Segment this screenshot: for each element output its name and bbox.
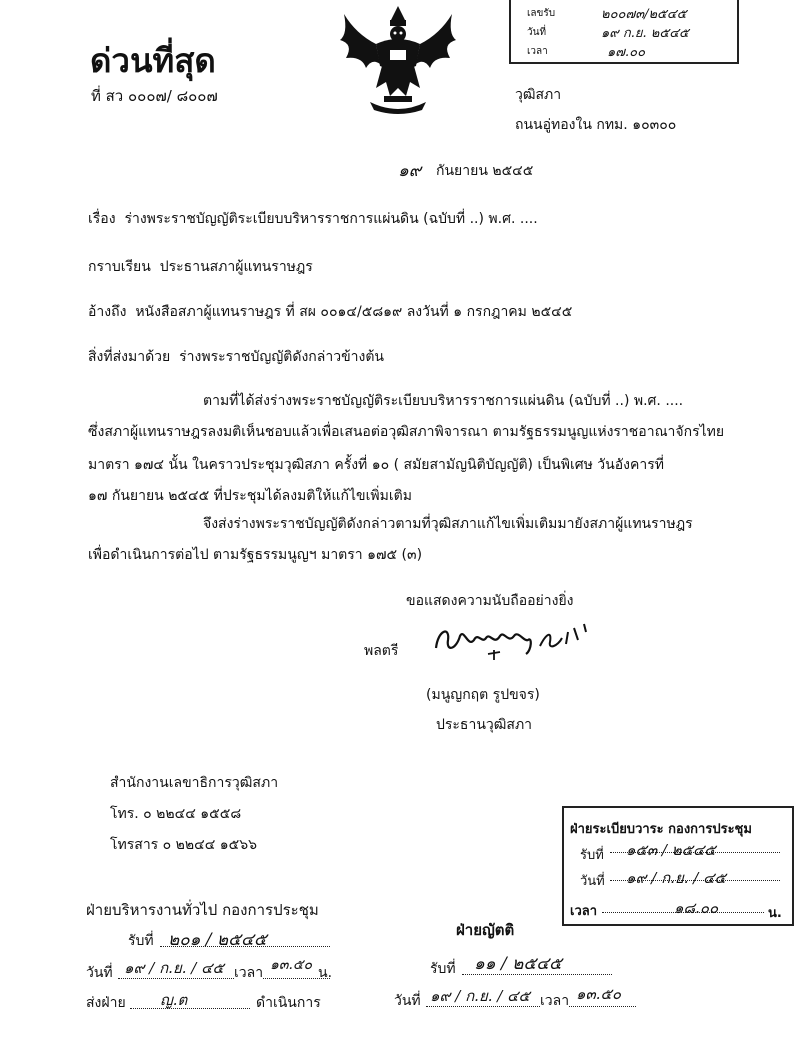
- reference-line: [88, 301, 572, 323]
- stamp-value: ญ.ต: [160, 991, 188, 1009]
- stamp-value: ๑๙ ก.ย. ๒๕๔๕: [601, 26, 689, 41]
- stamp-label: ส่งฝ่าย: [86, 995, 126, 1011]
- closing-phrase: ขอแสดงความนับถืออย่างยิ่ง: [406, 593, 574, 609]
- enclosure-label: สิ่งที่ส่งมาด้วย: [88, 349, 171, 365]
- stamp-dotted-line: [130, 1008, 250, 1009]
- paragraph-line: จึงส่งร่างพระราชบัญญัติดังกล่าวตามที่วุฒิสภาแก้ไขเพิ่มเติมมายังสภาผู้แทนราษฎร: [203, 516, 693, 532]
- stamp-value: ๑๑ / ๒๕๔๕: [474, 954, 562, 974]
- receipt-stamp-top: [509, 0, 739, 64]
- signer-rank: พลตรี: [364, 643, 399, 659]
- stamp-suffix: น.: [318, 965, 333, 981]
- paragraph-line: เพื่อดำเนินการต่อไป ตามรัฐธรรมนูญฯ มาตรา ๑๗๕ (๓): [88, 547, 423, 563]
- stamp-label: เวลา: [540, 990, 569, 1012]
- salutation-line: [88, 256, 313, 278]
- signature-icon: [428, 610, 598, 664]
- stamp-label: วันที่: [527, 27, 547, 38]
- stamp-label: วันที่: [86, 965, 113, 981]
- stamp-title: ฝ่ายระเบียบวาระ กองการประชุม: [570, 822, 752, 837]
- stamp-label: รับที่: [430, 961, 456, 977]
- reference-label: อ้างถึง: [88, 304, 127, 320]
- salutation-label: กราบเรียน: [88, 259, 151, 275]
- stamp-label: เวลา: [527, 46, 548, 57]
- office-phone: โทร. ๐ ๒๒๔๔ ๑๕๕๘: [110, 806, 242, 822]
- date-month-year: กันยายน ๒๕๔๕: [436, 163, 534, 179]
- signer-title: ประธานวุฒิสภา: [436, 717, 533, 733]
- stamp-label: รับที่: [128, 933, 154, 949]
- signer-name: (มนูญกฤต รูปขจร): [426, 687, 540, 703]
- date-day: ๑๙: [398, 161, 422, 181]
- stamp-value: ๒๐๑ / ๒๕๔๕: [168, 930, 267, 950]
- stamp-suffix: น.: [768, 906, 782, 921]
- garuda-emblem-icon: [336, 4, 460, 116]
- admin-stamp-title: ฝ่ายบริหารงานทั่วไป กองการประชุม: [86, 901, 319, 919]
- stamp-label: เวลา: [234, 962, 263, 984]
- paragraph-line: ตามที่ได้ส่งร่างพระราชบัญญัติระเบียบบริหารราชการแผ่นดิน (ฉบับที่ ..) พ.ศ. ....: [203, 393, 684, 409]
- enclosure-line: [88, 346, 384, 368]
- stamp-value: ๑๕๓ / ๒๕๔๕: [626, 841, 716, 859]
- office-name: สำนักงานเลขาธิการวุฒิสภา: [110, 775, 279, 791]
- stamp-label: รับที่: [580, 848, 604, 863]
- stamp-label: วันที่: [580, 874, 605, 889]
- stamp-value: ๒๐๐๗๓/๒๕๔๕: [601, 7, 687, 22]
- stamp-value: ๑๘.๐๐: [674, 899, 719, 917]
- sender-org: วุฒิสภา: [515, 87, 562, 103]
- reference-text: หนังสือสภาผู้แทนราษฎร ที่ สผ ๐๐๑๔/๕๘๑๙ ลงวันที่ ๑ กรกฎาคม ๒๕๔๕: [135, 304, 573, 320]
- enclosure-text: ร่างพระราชบัญญัติดังกล่าวข้างต้น: [179, 349, 384, 365]
- subject-text: ร่างพระราชบัญญัติระเบียบบริหารราชการแผ่นดิน (ฉบับที่ ..) พ.ศ. ....: [124, 211, 538, 227]
- stamp-value: ๑๓.๕๐: [270, 957, 313, 973]
- stamp-label: ดำเนินการ: [256, 995, 321, 1011]
- agenda-stamp: [562, 806, 794, 926]
- salutation-text: ประธานสภาผู้แทนราษฎร: [159, 259, 313, 275]
- stamp-label: วันที่: [394, 993, 421, 1009]
- stamp-value: ๑๙ / ก.ย. / ๔๕: [430, 987, 530, 1005]
- stamp-value: ๑๗.๐๐: [607, 45, 646, 60]
- subject-line: [88, 208, 538, 230]
- stamp-value: ๑๙ / ก.ย. / ๔๕: [124, 959, 224, 977]
- paragraph-line: ซึ่งสภาผู้แทนราษฎรลงมติเห็นชอบแล้วเพื่อเสนอต่อวุฒิสภาพิจารณา ตามรัฐธรรมนูญแห่งราชอาณาจักรไทย: [88, 424, 725, 440]
- subject-label: เรื่อง: [88, 211, 116, 227]
- document-number: ที่ สว ๐๐๐๗/ ๘๐๐๗: [91, 87, 218, 105]
- urgency-heading: ด่วนที่สุด: [90, 41, 216, 80]
- sender-address: ถนนอู่ทองใน กทม. ๑๐๓๐๐: [515, 117, 677, 133]
- office-fax: โทรสาร ๐ ๒๒๔๔ ๑๕๖๖: [110, 837, 257, 853]
- paragraph-line: มาตรา ๑๗๔ นั้น ในคราวประชุมวุฒิสภา ครั้งที่ ๑๐ ( สมัยสามัญนิติบัญญัติ) เป็นพิเศษ วันอังคารที่: [88, 457, 664, 473]
- legislation-stamp-title: ฝ่ายญัตติ: [456, 921, 515, 939]
- stamp-value: ๑๙ / ก.ย. / ๔๕: [626, 869, 726, 887]
- stamp-label: เลขรับ: [527, 8, 556, 19]
- stamp-value: ๑๓.๕๐: [576, 985, 622, 1003]
- stamp-label: เวลา: [570, 904, 598, 919]
- paragraph-line: ๑๗ กันยายน ๒๕๔๕ ที่ประชุมได้ลงมติให้แก้ไขเพิ่มเติม: [88, 488, 412, 504]
